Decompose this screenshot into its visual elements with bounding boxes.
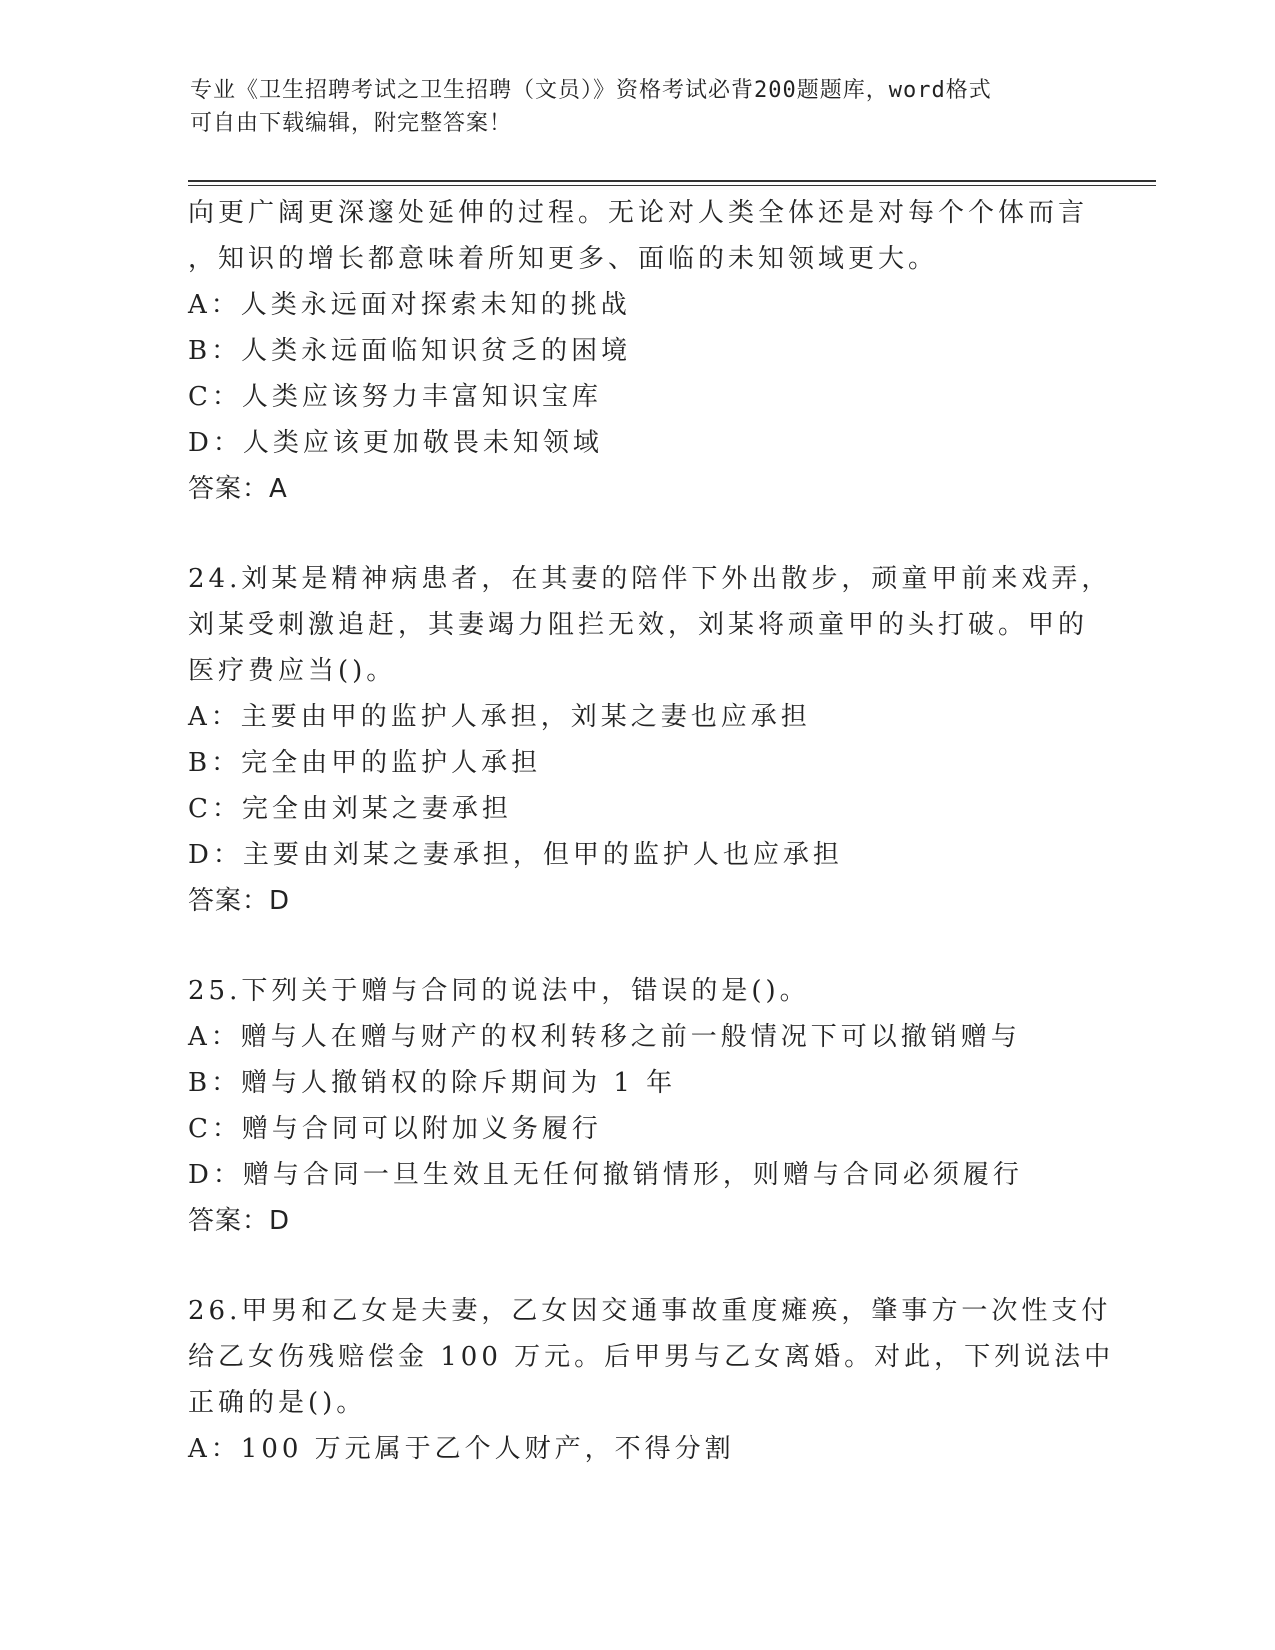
option-b: B：完全由甲的监护人承担 [188, 748, 542, 778]
option-c: C：完全由刘某之妻承担 [188, 794, 512, 824]
option-a: A：人类永远面对探索未知的挑战 [188, 290, 631, 320]
header-rule-thick [188, 180, 1156, 182]
option-c: C：赠与合同可以附加义务履行 [188, 1114, 602, 1144]
question-stem-line: 24.刘某是精神病患者，在其妻的陪伴下外出散步，顽童甲前来戏弄， [188, 564, 1112, 594]
option-a: A：赠与人在赠与财产的权利转移之前一般情况下可以撤销赠与 [188, 1022, 1021, 1052]
option-a: A：100 万元属于乙个人财产，不得分割 [188, 1434, 735, 1464]
option-a: A：主要由甲的监护人承担，刘某之妻也应承担 [188, 702, 811, 732]
option-c: C：人类应该努力丰富知识宝库 [188, 382, 602, 412]
option-b: B：赠与人撤销权的除斥期间为 1 年 [188, 1068, 677, 1098]
answer-line: 答案：D [188, 1206, 291, 1236]
question-list [188, 190, 1115, 1472]
header-line-2: 可自由下载编辑，附完整答案！ [190, 111, 513, 136]
question-stem-line: 向更广阔更深邃处延伸的过程。无论对人类全体还是对每个个体而言 [188, 198, 1089, 228]
question-block-24 [188, 556, 1112, 924]
question-stem-line: 26.甲男和乙女是夫妻，乙女因交通事故重度瘫痪，肇事方一次性支付 [188, 1296, 1112, 1326]
question-block-25 [188, 968, 1088, 1244]
header-line-1: 专业《卫生招聘考试之卫生招聘（文员）》资格考试必背200题题库，word格式 [190, 78, 992, 103]
answer-line: 答案：A [188, 474, 288, 504]
question-stem-line: 25.下列关于赠与合同的说法中，错误的是()。 [188, 976, 810, 1006]
question-stem-line: 给乙女伤残赔偿金 100 万元。后甲男与乙女离婚。对此，下列说法中 [188, 1342, 1115, 1372]
question-stem-line: 医疗费应当()。 [188, 656, 397, 686]
option-b: B：人类永远面临知识贫乏的困境 [188, 336, 632, 366]
answer-line: 答案：D [188, 886, 291, 916]
option-d: D：赠与合同一旦生效且无任何撤销情形，则赠与合同必须履行 [188, 1160, 1023, 1190]
option-d: D：人类应该更加敬畏未知领域 [188, 428, 603, 458]
header-rule-thin [188, 185, 1156, 186]
document-header [190, 74, 1070, 140]
question-stem-line: ，知识的增长都意味着所知更多、面临的未知领域更大。 [188, 244, 939, 274]
option-d: D：主要由刘某之妻承担，但甲的监护人也应承担 [188, 840, 843, 870]
question-stem-line: 正确的是()。 [188, 1388, 367, 1418]
question-block-23 [188, 190, 1088, 512]
question-stem-line: 刘某受刺激追赶，其妻竭力阻拦无效，刘某将顽童甲的头打破。甲的 [188, 610, 1089, 640]
question-block-26 [188, 1288, 1115, 1472]
